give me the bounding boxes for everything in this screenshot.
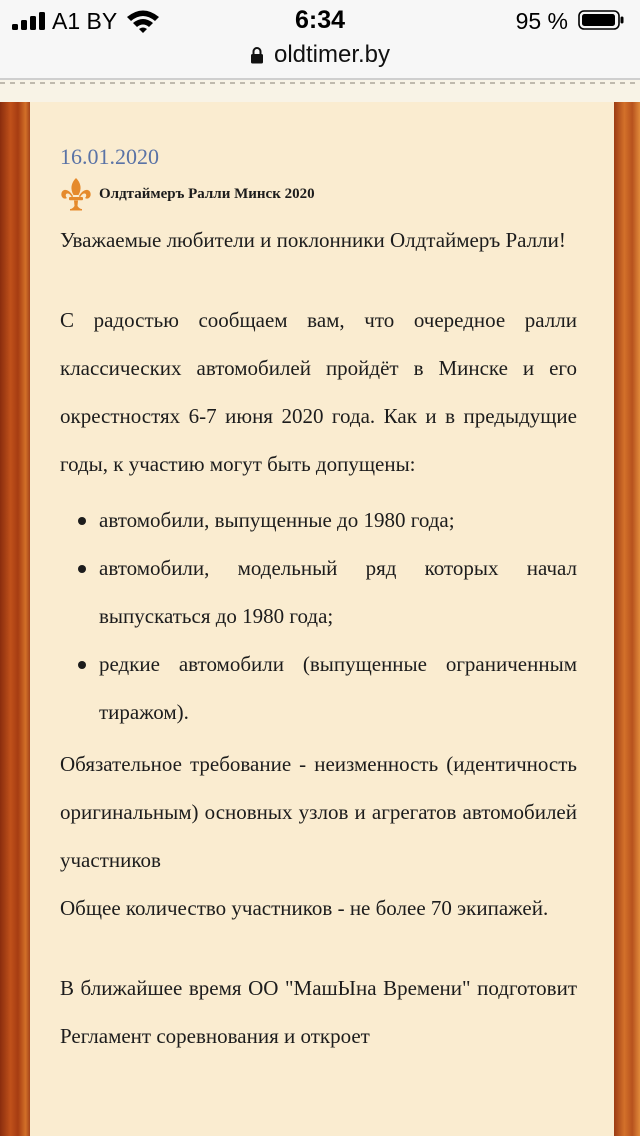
list-item (60, 640, 577, 736)
bullet-icon (78, 517, 86, 525)
fleur-de-lis-icon (60, 177, 92, 211)
battery-icon (578, 10, 624, 30)
battery-percentage: 95 % (515, 8, 568, 34)
carrier-name: A1 BY (52, 8, 118, 34)
list-item-text: редкие автомобили (выпущенные ограниченным тиражом). (99, 652, 577, 724)
bullet-icon (78, 565, 86, 573)
status-bar (0, 0, 640, 40)
requirement-paragraph: Обязательное требование - неизменность (идентичность оригинальным) основных узлов и агрегатов автомобилей участников (60, 752, 577, 872)
greeting-paragraph: Уважаемые любители и поклонники Олдтаймеръ Ралли! (60, 228, 566, 252)
participants-paragraph: Общее количество участников - не более 70 экипажей. (60, 896, 549, 920)
url-text[interactable]: oldtimer.by (273, 41, 391, 68)
criteria-list (60, 496, 577, 736)
list-item-text: автомобили, модельный ряд которых начал выпускаться до 1980 года; (99, 556, 577, 628)
address-bar[interactable] (0, 40, 640, 78)
announcement-paragraph: В ближайшее время ОО "МашЫна Времени" подготовит Регламент соревнования и откроет (60, 976, 577, 1048)
lock-icon (250, 46, 264, 64)
status-time: 6:34 (294, 6, 346, 34)
bullet-icon (78, 661, 86, 669)
post-title: Олдтаймеръ Ралли Минск 2020 (99, 185, 315, 202)
news-article (60, 142, 577, 1060)
page-top-border (0, 80, 640, 102)
page-content (30, 102, 614, 1136)
list-item-text: автомобили, выпущенные до 1980 года; (99, 508, 455, 532)
list-item (60, 544, 577, 640)
wood-border-left (0, 102, 30, 1136)
wood-border-right (614, 102, 640, 1136)
list-item (60, 496, 577, 544)
post-title-row (60, 176, 577, 212)
intro-paragraph: С радостью сообщаем вам, что очередное ралли классических автомобилей пройдёт в Минске и его окрестностях 6-7 июня 2020 года. Как и в предыдущие годы, к участию могут быть допущены: (60, 308, 577, 476)
post-date: 16.01.2020 (60, 144, 159, 169)
